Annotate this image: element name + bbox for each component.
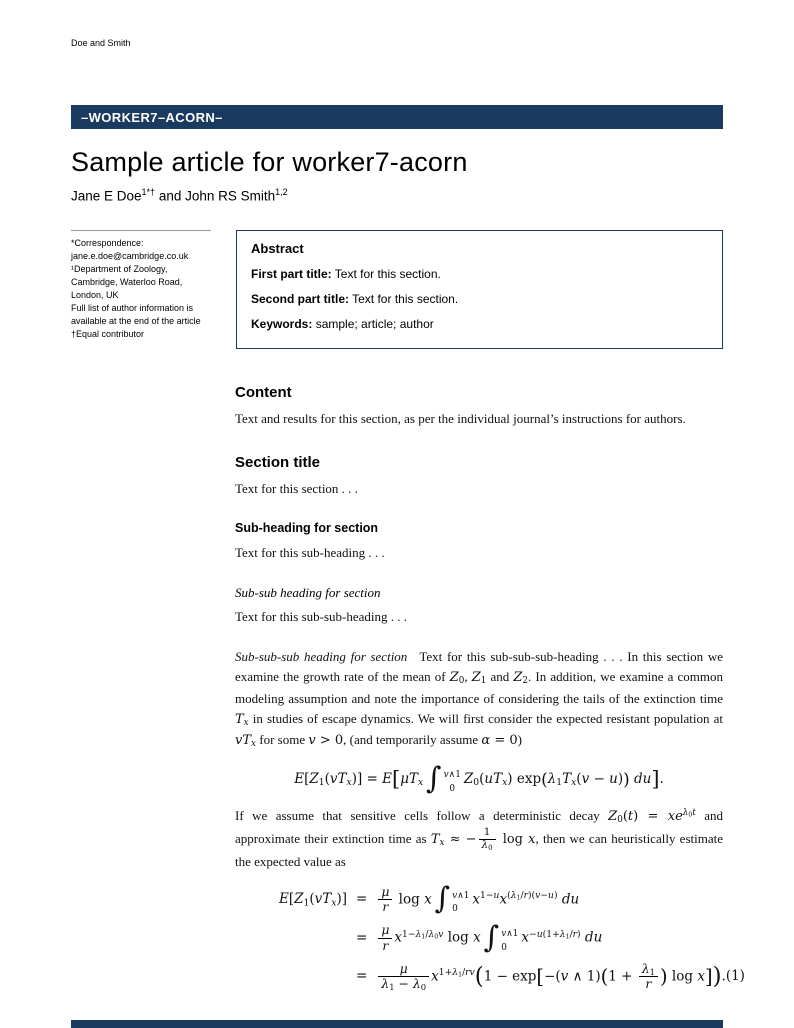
- equals-sign: =: [356, 929, 368, 946]
- affiliation-line: London, UK: [71, 289, 119, 300]
- abstract-part-2-text: Text for this section.: [349, 291, 459, 306]
- equation-row-2: [235, 919, 723, 955]
- affiliation-line: ¹Department of Zoology,: [71, 263, 168, 274]
- equation-rhs-2: $\frac{\mu}{r}$ $x^{1-\lambda 1/\lambda 0v}$ log x ∫ v∧1 0 $x^{-u(1+\lambda 1/r)}$ du: [376, 923, 602, 953]
- equation-align-block: [235, 881, 745, 993]
- header-columns: [71, 230, 723, 349]
- heading-subsub: Sub-sub heading for section: [235, 584, 381, 600]
- running-head: Doe and Smith: [71, 38, 131, 48]
- correspondence-block: [71, 230, 211, 341]
- authors-connector: and: [155, 188, 186, 204]
- equation-row-3: [235, 960, 745, 993]
- authors-line: [71, 187, 723, 204]
- equals-sign: =: [356, 968, 368, 985]
- abstract-part-1: [251, 266, 708, 283]
- equation-row-1: [235, 881, 723, 917]
- bottom-banner: [71, 1020, 723, 1028]
- affiliation-line: Cambridge, Waterloo Road,: [71, 276, 183, 287]
- abstract-heading: Abstract: [251, 240, 304, 256]
- author-2-affiliation-marks: 1,2: [275, 187, 288, 197]
- abstract-part-2: [251, 291, 708, 308]
- equals-sign: =: [356, 891, 368, 908]
- author-info-note: available at the end of the article: [71, 315, 201, 326]
- abstract-keywords-label: Keywords:: [251, 317, 313, 332]
- abstract-part-1-text: Text for this section.: [331, 266, 441, 281]
- author-1-name: Jane E Doe: [71, 188, 142, 204]
- heading-content: Content: [235, 383, 292, 401]
- abstract-part-1-label: First part title:: [251, 266, 332, 281]
- equation-rhs-3: $\frac{\mu}{\lambda 1 - \lambda 0}$ $x^{1+\lambda 1/rv}(1 - \exp[-(v$ ∧ 1)(1 + $\frac{\lambda 1}{r}$ ) log x]).: [376, 962, 726, 992]
- correspondence-email: jane.e.doe@cambridge.co.uk: [71, 250, 189, 261]
- heading-sub: Sub-heading for section: [235, 521, 379, 536]
- equation-lhs: E[Z1(vTx)]: [278, 891, 347, 909]
- author-info-note: Full list of author information is: [71, 302, 194, 313]
- estimate-paragraph: If we assume that sensitive cells follow a deterministic decay $Z0(t) = xe^{\lambda 0t}$ and approximate their extinction time as Tx ≈ − $\frac{1}{\lambda 0}$ log x, then we can heuristically estimate the expected value as: [235, 807, 723, 869]
- abstract-keywords: [251, 316, 708, 333]
- abstract-keywords-text: sample; article; author: [312, 317, 434, 332]
- equation-main: E[Z1(vTx)] = E[μTx ∫ v∧1 0 Z0(uTx) exp(λ1Tx(v − u)) du].: [294, 760, 664, 796]
- heading-section-title: Section title: [235, 454, 321, 472]
- equation-number: (1): [725, 968, 745, 985]
- subsubsub-paragraph: Sub-sub-sub heading for section Text for this sub-sub-sub-heading . . . In this section we examine the growth rate of the mean of Z0, Z1 and Z2. In addition, we examine a common modeling assumption and note the importance of considering the tails of the extinction time Tx in studies of escape dynamics. We will first consider the expected resistant population at vTx for some v > 0, (and temporarily assume α = 0): [235, 649, 724, 750]
- author-1-affiliation-marks: 1*†: [141, 187, 156, 197]
- abstract-part-2-label: Second part title:: [251, 291, 350, 306]
- equal-contributor-note: †Equal contributor: [71, 328, 145, 339]
- abstract-box: [236, 230, 723, 349]
- equation-rhs-1: $\frac{\mu}{r}$ log x ∫ v∧1 0 $x^{1-u}x^{(\lambda 1/r)(v-u)}$ du: [376, 885, 579, 915]
- subsub-paragraph: Text for this sub-sub-heading . . .: [235, 609, 408, 625]
- section-paragraph: Text for this section . . .: [235, 481, 358, 497]
- top-banner: [71, 105, 723, 129]
- sub-paragraph: Text for this sub-heading . . .: [235, 544, 385, 560]
- correspondence-line: *Correspondence:: [71, 237, 144, 248]
- author-2-name: John RS Smith: [185, 188, 276, 204]
- article-body: [235, 381, 745, 993]
- content-paragraph: Text and results for this section, as per the individual journal’s instructions for authors.: [235, 410, 686, 426]
- page-title: Sample article for worker7-acorn: [71, 147, 468, 177]
- banner-text: –WORKER7–ACORN–: [81, 109, 223, 125]
